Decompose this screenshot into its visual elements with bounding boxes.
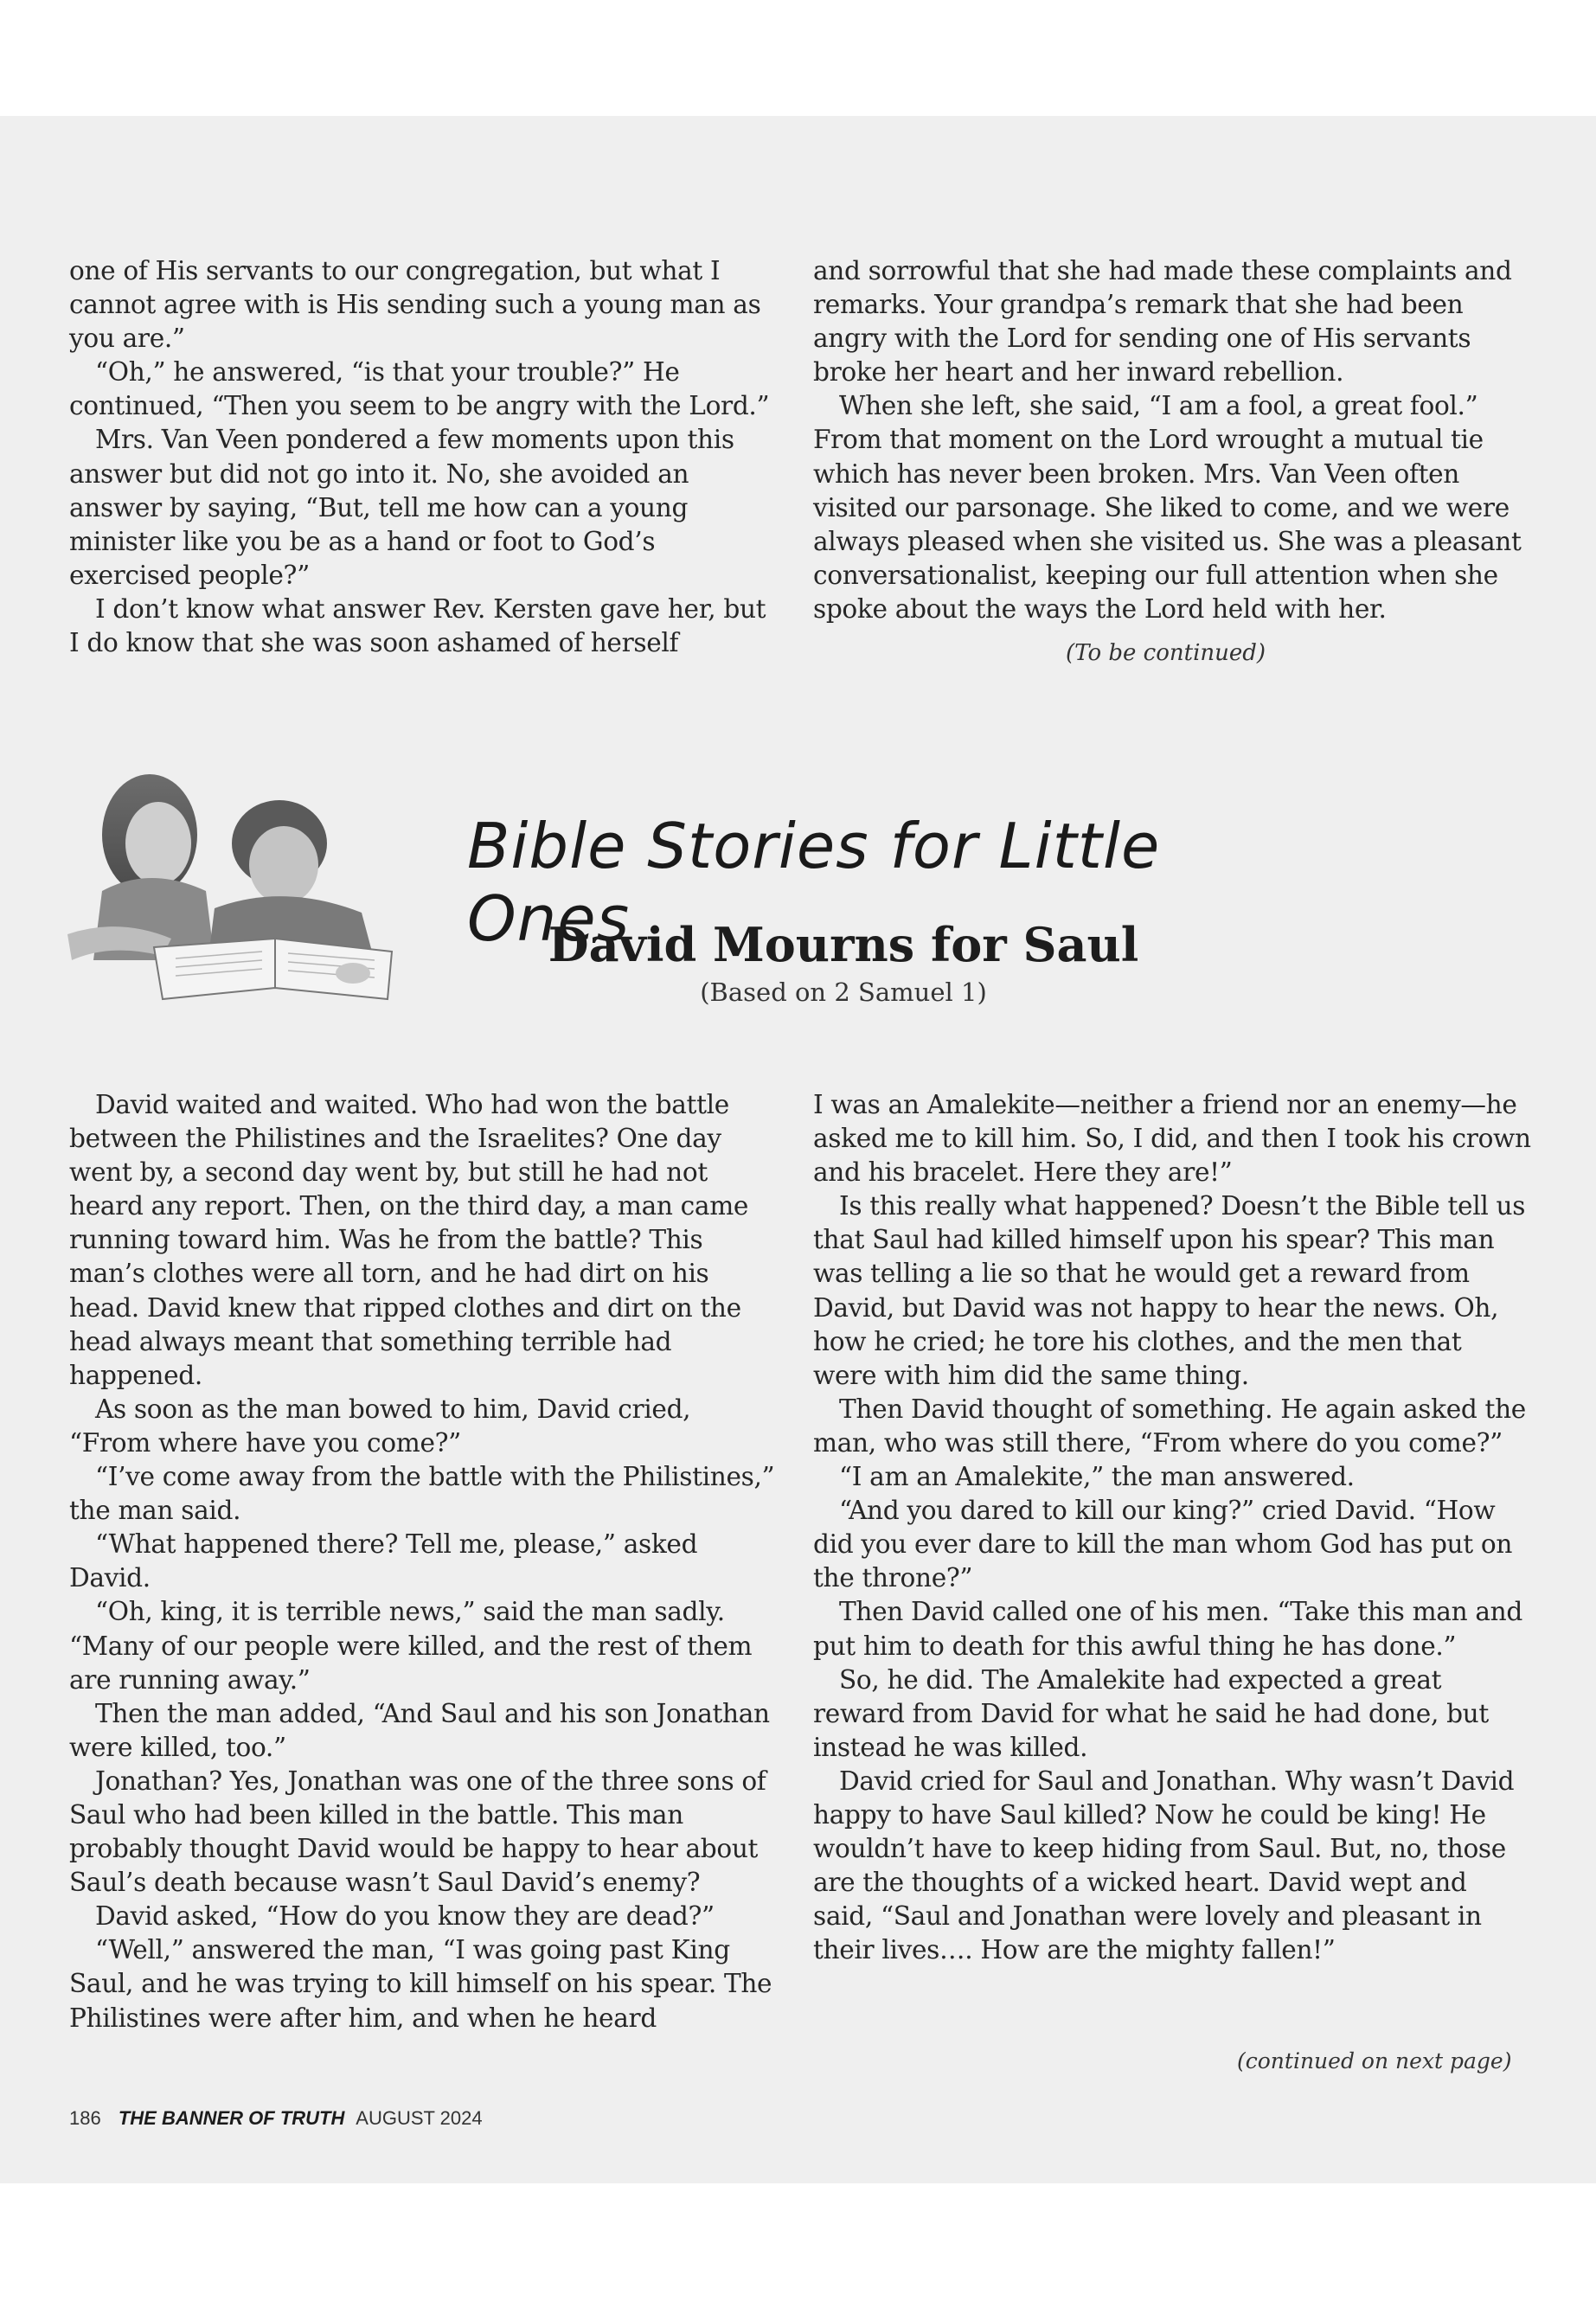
paragraph: David cried for Saul and Jonathan. Why wasn’t David happy to have Saul killed? Now he could be king! He wouldn’t have to keep hiding from Saul. But, no, those are the thoughts of a wicked heart. David wept and said, “Saul and Jonathan were lovely and pleasant in their lives…. How are the mighty fallen!” <box>813 1766 1515 1965</box>
section-title: Bible Stories for Little Ones <box>467 810 1161 955</box>
page-number: 186 <box>69 2107 101 2129</box>
paragraph: When she left, she said, “I am a fool, a great fool.” From that moment on the Lord wrought a mutual tie which has never been broken. Mrs. Van Veen often visited our parsonage. She liked to come, and we were always pleased when she visited us. She was a pleasant conversationalist, keeping our full attention when she spoke about the ways the Lord held with her. <box>813 391 1522 624</box>
paragraph: one of His servants to our congregation, but what I cannot agree with is His sending such a young man as you are.” <box>69 256 761 354</box>
continued-note: (continued on next page) <box>1237 2048 1512 2073</box>
to-be-continued-note: (To be continued) <box>1066 640 1266 666</box>
paragraph: “I am an Amalekite,” the man answered. <box>839 1462 1355 1492</box>
paragraph: Jonathan? Yes, Jonathan was one of the three sons of Saul who had been killed in the battle. This man probably thought David would be happy to hear about Saul’s death because wasn’t Saul David’s enemy? <box>69 1766 766 1898</box>
paragraph: “What happened there? Tell me, please,” asked David. <box>69 1529 698 1593</box>
paragraph: As soon as the man bowed to him, David cried, “From where have you come?” <box>69 1394 691 1458</box>
paragraph: “And you dared to kill our king?” cried David. “How did you ever dare to kill the man whom God has put on the throne?” <box>813 1496 1513 1593</box>
story-title: David Mourns for Saul <box>548 917 1139 972</box>
page-footer <box>69 2107 483 2130</box>
issue-date: AUGUST 2024 <box>356 2107 483 2129</box>
top-right-column <box>813 254 1531 626</box>
paragraph: and sorrowful that she had made these complaints and remarks. Your grandpa’s remark that she had been angry with the Lord for sending one of His servants broke her heart and her inward rebellion. <box>813 256 1512 388</box>
top-left-column <box>69 254 779 660</box>
paragraph: Mrs. Van Veen pondered a few moments upon this answer but did not go into it. No, she avoided an answer by saying, “But, tell me how can a young minister like you be as a hand or foot to God’s exercised people?” <box>69 425 734 590</box>
paragraph: “I’ve come away from the battle with the Philistines,” the man said. <box>69 1462 775 1526</box>
paragraph: So, he did. The Amalekite had expected a great reward from David for what he said he had done, but instead he was killed. <box>813 1664 1489 1762</box>
paragraph: “Oh,” he answered, “is that your trouble?” He continued, “Then you seem to be angry with the Lord.” <box>69 357 770 421</box>
paragraph: Is this really what happened? Doesn’t the Bible tell us that Saul had killed himself upon his spear? This man was telling a lie so that he would get a reward from David, but David was not happy to hear the news. Oh, how he cried; he tore his clothes, and the men that were with him did the same thing. <box>813 1191 1526 1390</box>
story-right-column <box>813 1088 1531 1967</box>
paragraph: Then David thought of something. He again asked the man, who was still there, “From where do you come?” <box>813 1394 1526 1458</box>
paragraph: I don’t know what answer Rev. Kersten gave her, but I do know that she was soon ashamed of herself <box>69 593 766 658</box>
paragraph: David asked, “How do you know they are dead?” <box>95 1901 715 1932</box>
paragraph: “Oh, king, it is terrible news,” said the man sadly. “Many of our people were killed, and the rest of them are running away.” <box>69 1597 753 1695</box>
paragraph: “Well,” answered the man, “I was going past King Saul, and he was trying to kill himself on his spear. The Philistines were after him, and when he heard <box>69 1935 772 2033</box>
children-reading-bible-illustration <box>67 761 439 1021</box>
paragraph: David waited and waited. Who had won the battle between the Philistines and the Israelites? One day went by, a second day went by, but still he had not heard any report. Then, on the third day, a man came running toward him. Was he from the battle? This man’s clothes were all torn, and he had dirt on his head. David knew that ripped clothes and dirt on the head always meant that something terrible had happened. <box>69 1090 749 1390</box>
paragraph: Then David called one of his men. “Take this man and put him to death for this awful thing he has done.” <box>813 1597 1522 1661</box>
publication-name: THE BANNER OF TRUTH <box>118 2107 345 2129</box>
paragraph: Then the man added, “And Saul and his son Jonathan were killed, too.” <box>69 1698 770 1762</box>
story-subtitle: (Based on 2 Samuel 1) <box>700 977 987 1007</box>
story-left-column <box>69 1088 779 2035</box>
paragraph: I was an Amalekite—neither a friend nor an enemy—he asked me to kill him. So, I did, and then I took his crown and his bracelet. Here they are!” <box>813 1090 1531 1188</box>
